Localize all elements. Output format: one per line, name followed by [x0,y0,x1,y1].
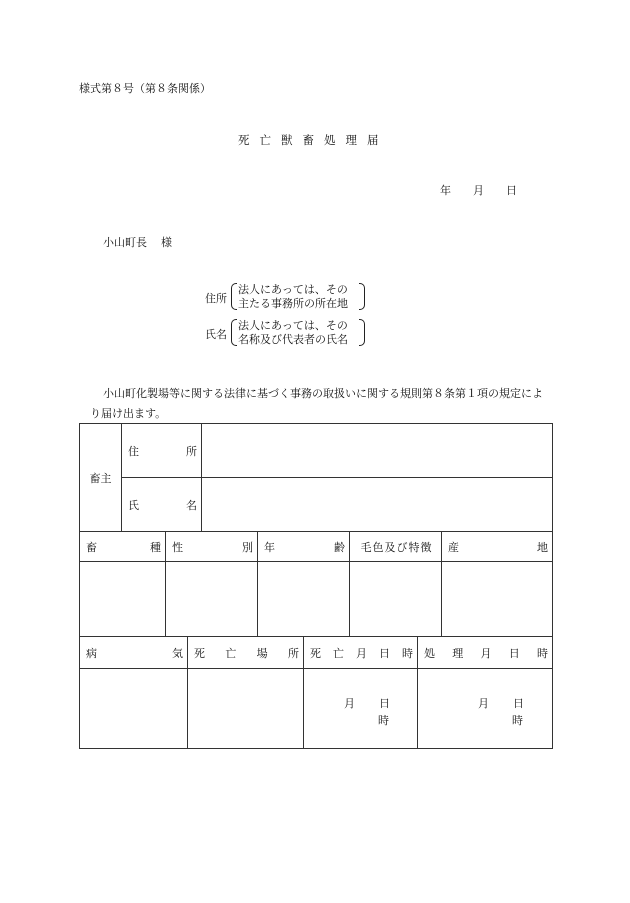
death-hour: 時 [378,714,389,727]
animal-table [79,531,553,637]
applicant-address-label: 住所 [205,292,227,305]
applicant-address-note [238,283,348,310]
name-bracket-right [359,319,365,346]
owner-name-label-2: 名 [186,498,197,512]
owner-address-field[interactable] [202,424,553,478]
header-species: 畜 種 [80,532,166,562]
name-note-line-1: 法人にあっては、その [238,319,348,332]
form-number: 様式第８号（第８条関係） [79,82,211,95]
header-death-place: 死 亡 場 所 [188,637,304,669]
header-origin: 産 地 [442,532,553,562]
name-note-line-2: 名称及び代表者の氏名 [238,332,348,346]
addressee-honorific: 様 [161,236,172,249]
species-field[interactable] [80,562,166,637]
owner-label-cell [80,424,122,532]
sex-field[interactable] [166,562,258,637]
name-bracket-left [231,319,237,346]
addressee-name: 小山町長 [103,236,147,249]
address-note-line-1: 法人にあっては、その [238,283,348,296]
header-age: 年 齢 [258,532,350,562]
header-sex: 性 別 [166,532,258,562]
address-bracket-right [359,283,365,310]
addressee [103,234,172,250]
owner-address-label-cell [122,424,202,478]
owner-table [79,423,553,532]
death-datetime-field[interactable] [304,669,418,749]
header-disposal-datetime: 処 理 月 日 時 [418,637,553,669]
header-color-features: 毛色及び特徴 [350,532,442,562]
owner-address-label-1: 住 [128,444,139,458]
owner-name-field[interactable] [202,478,553,532]
statement-text: 小山町化製場等に関する法律に基づく事務の取扱いに関する規則第８条第１項の規定により届け出ます。 [90,387,543,420]
disposal-datetime-field[interactable] [418,669,553,749]
header-death-datetime: 死 亡 月 日 時 [304,637,418,669]
applicant-name-note [238,319,348,346]
color-features-field[interactable] [350,562,442,637]
date-year-label: 年 [440,184,451,197]
address-note-line-2: 主たる事務所の所在地 [238,296,348,310]
owner-address-label-2: 所 [186,444,197,458]
owner-name-label-cell [122,478,202,532]
address-bracket-left [231,283,237,310]
disease-field[interactable] [80,669,188,749]
owner-name-label-1: 氏 [128,498,139,512]
disposal-month-day: 月 日 [478,697,524,710]
date-day-label: 日 [506,184,517,197]
death-place-field[interactable] [188,669,304,749]
header-disease: 病 気 [80,637,188,669]
applicant-name-label: 氏名 [205,328,227,341]
disposal-hour: 時 [512,714,523,727]
death-month-day: 月 日 [344,697,390,710]
age-field[interactable] [258,562,350,637]
owner-label: 畜主 [89,471,112,485]
date-month-label: 月 [473,184,484,197]
death-table [79,636,553,749]
date-line [440,182,517,198]
origin-field[interactable] [442,562,553,637]
document-title: 死亡獣畜処理届 [238,133,389,147]
